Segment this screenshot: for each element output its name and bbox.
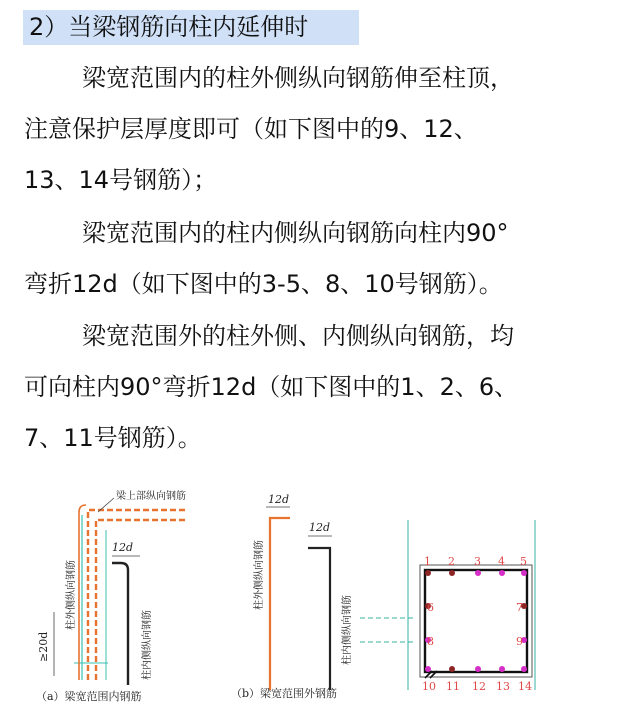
column-inner-rebar [112, 563, 128, 685]
rebar-number: 8 [427, 635, 434, 648]
figure-c [360, 520, 535, 693]
rebar-dot-11 [449, 666, 455, 672]
rebar-number: 1 [424, 555, 431, 568]
beam-top-rebar-inner [96, 520, 186, 680]
rebar-number: 4 [498, 555, 505, 568]
column-outer-rebar [270, 518, 290, 690]
rebar-dot-1 [425, 570, 431, 576]
rebar-dot-10 [425, 666, 431, 672]
beam-top-rebar-label: 梁上部纵向钢筋 [116, 491, 186, 502]
rebar-number: 14 [518, 680, 532, 693]
rebar-dot-4 [499, 570, 505, 576]
outer-rebar-label: 柱外侧纵向钢筋 [254, 540, 265, 610]
figure-b [231, 493, 353, 700]
paragraph-line: 梁宽范围内的柱外侧纵向钢筋伸至柱顶， [82, 64, 514, 92]
paragraph-line: 13、14号钢筋）； [24, 166, 218, 194]
figure-b-caption: （b）梁宽范围外钢筋 [231, 687, 338, 700]
figure-a [36, 489, 186, 703]
paragraph-line: 梁宽范围内的柱内侧纵向钢筋向柱内90° [82, 219, 509, 247]
rebar-dot-14 [521, 666, 527, 672]
rebar-number: 5 [520, 555, 527, 568]
rebar-number: 11 [446, 680, 460, 693]
rebar-dots [425, 570, 527, 672]
outer-rebar-label: 柱外侧纵向钢筋 [66, 560, 77, 630]
rebar-number: 2 [448, 555, 455, 568]
rebar-number: 10 [422, 680, 436, 693]
rebar-number: 3 [474, 555, 481, 568]
rebar-dot-12 [475, 666, 481, 672]
rebar-dot-13 [499, 666, 505, 672]
rebar-dot-5 [521, 570, 527, 576]
rebar-number: 9 [516, 635, 523, 648]
column-outline [420, 565, 532, 677]
section-heading: 2）当梁钢筋向柱内延伸时 [23, 10, 359, 45]
paragraph-line: 7、11号钢筋）。 [24, 424, 202, 452]
paragraph-line: 弯折12d（如下图中的3-5、8、10号钢筋）。 [24, 270, 503, 298]
beam-top-rebar-outer [88, 510, 186, 680]
rebar-number: 6 [427, 601, 434, 614]
figure-a-caption: （a）梁宽范围内钢筋 [36, 690, 142, 703]
stirrup [425, 570, 527, 672]
rebar-dot-2 [449, 570, 455, 576]
dim-12d-top-label: 12d [268, 493, 290, 506]
rebar-number: 7 [516, 601, 523, 614]
dim-12d-label: 12d [112, 541, 134, 554]
inner-rebar-label: 柱内侧纵向钢筋 [142, 610, 153, 680]
paragraph-line: 注意保护层厚度即可（如下图中的9、12、 [24, 115, 478, 143]
paragraph-line: 梁宽范围外的柱外侧、内侧纵向钢筋，均 [82, 322, 514, 350]
dim-20d-label: ≥20d [37, 631, 50, 662]
column-inner-rebar [308, 548, 330, 690]
rebar-dot-3 [475, 570, 481, 576]
dim-12d-right-label: 12d [309, 521, 331, 534]
rebar-number: 12 [472, 680, 486, 693]
paragraph-line: 可向柱内90°弯折12d（如下图中的1、2、6、 [24, 373, 519, 401]
inner-rebar-label: 柱内侧纵向钢筋 [342, 595, 353, 665]
rebar-number: 13 [496, 680, 510, 693]
